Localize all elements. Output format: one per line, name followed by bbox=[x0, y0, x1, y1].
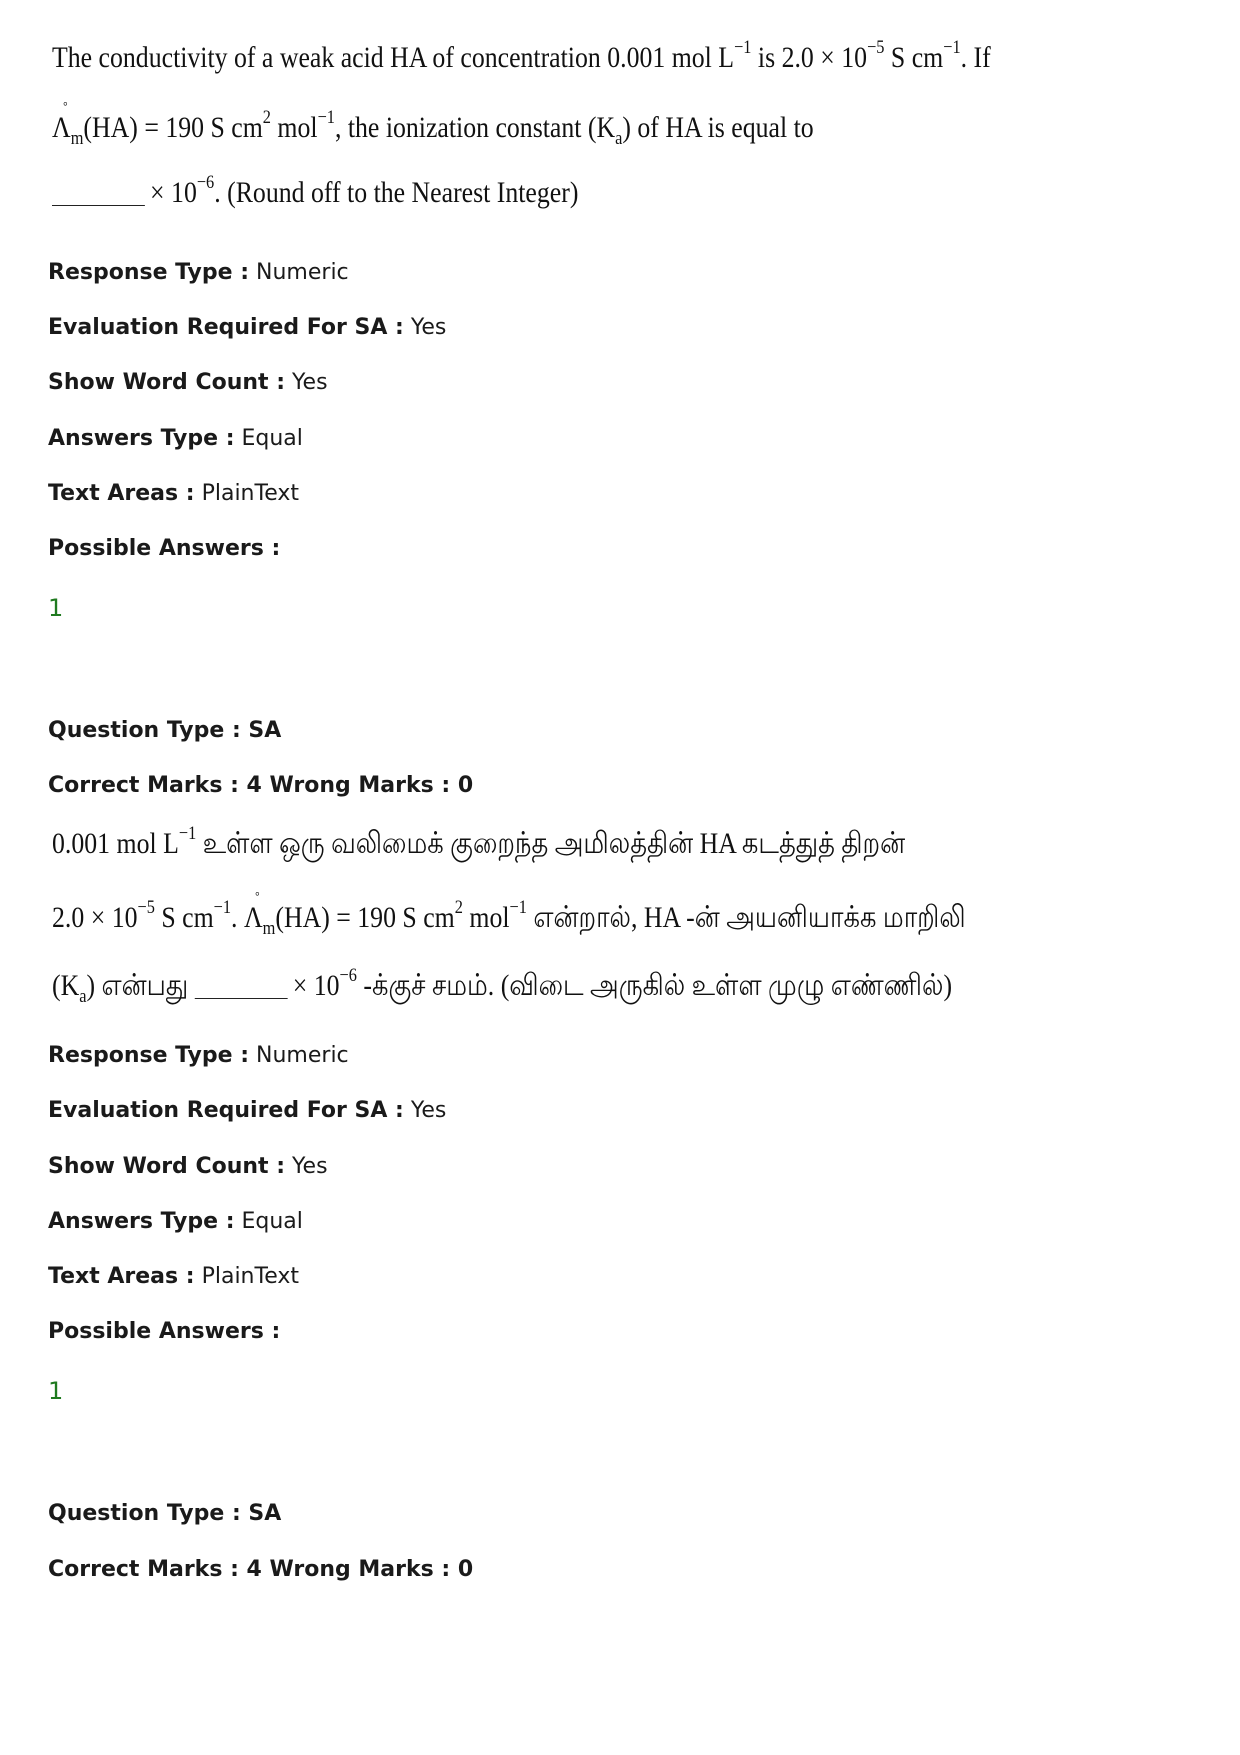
subscript: a bbox=[79, 986, 87, 1007]
superscript: −5 bbox=[867, 37, 885, 58]
superscript: −1 bbox=[213, 897, 232, 918]
text-fragment: (HA) = 190 S cm bbox=[275, 901, 455, 934]
text-fragment: ) என்பது bbox=[86, 969, 195, 1002]
show-word-count bbox=[48, 1154, 328, 1179]
text-fragment: -க்குச் சமம். (விடை அருகில் உள்ள முழு எண்ணில்) bbox=[356, 969, 953, 1002]
question-text-line-2 bbox=[52, 98, 826, 149]
possible-answer-value: 1 bbox=[48, 1377, 64, 1405]
question-type: Question Type : SA bbox=[48, 718, 282, 743]
superscript: −5 bbox=[137, 897, 155, 918]
field-label: Show Word Count : bbox=[48, 370, 286, 395]
degree-mark: ° bbox=[255, 888, 260, 903]
field-label: Evaluation Required For SA : bbox=[48, 315, 404, 340]
response-type bbox=[48, 1043, 349, 1068]
subscript: a bbox=[615, 128, 623, 149]
evaluation-required bbox=[48, 315, 446, 340]
text-fragment: . bbox=[231, 901, 244, 934]
answer-blank bbox=[52, 205, 145, 206]
question-text-line-1 bbox=[52, 37, 991, 76]
possible-answer-value: 1 bbox=[48, 594, 64, 622]
text-fragment: × 10 bbox=[150, 176, 197, 209]
field-label: Response Type : bbox=[48, 1043, 250, 1068]
text-fragment: mol bbox=[270, 111, 318, 144]
field-value: Numeric bbox=[256, 1043, 349, 1068]
field-value: Yes bbox=[410, 315, 447, 340]
superscript: −1 bbox=[178, 823, 197, 844]
field-value: Equal bbox=[241, 1209, 303, 1234]
question-text-line-1 bbox=[52, 823, 906, 862]
superscript: −6 bbox=[339, 965, 357, 986]
field-label: Show Word Count : bbox=[48, 1154, 286, 1179]
superscript: −6 bbox=[196, 172, 215, 193]
possible-answers bbox=[48, 536, 280, 561]
superscript: −1 bbox=[943, 37, 961, 58]
question-type: Question Type : SA bbox=[48, 1501, 282, 1526]
text-fragment: S cm bbox=[884, 41, 944, 74]
text-fragment: S cm bbox=[154, 901, 214, 934]
text-fragment: (HA) = 190 S cm bbox=[83, 111, 263, 144]
subscript: m bbox=[70, 128, 84, 149]
field-label: Answers Type : bbox=[48, 1209, 235, 1234]
lambda-letter: Λ bbox=[243, 901, 263, 934]
text-fragment: . If bbox=[960, 41, 991, 74]
text-fragment: என்றால், HA -ன் அயனியாக்க மாறிலி bbox=[526, 901, 966, 934]
field-value: Yes bbox=[410, 1098, 447, 1123]
superscript: −1 bbox=[734, 37, 752, 58]
text-fragment: is 2.0 × 10 bbox=[751, 41, 868, 74]
field-label: Possible Answers : bbox=[48, 1319, 281, 1344]
field-value: PlainText bbox=[201, 481, 299, 506]
question-text-line-3 bbox=[52, 965, 953, 1007]
field-value: Numeric bbox=[256, 260, 349, 285]
response-type bbox=[48, 260, 349, 285]
text-fragment: , the ionization constant (K bbox=[334, 111, 616, 144]
possible-answers bbox=[48, 1319, 280, 1344]
answers-type bbox=[48, 1209, 303, 1234]
field-label: Text Areas : bbox=[48, 481, 195, 506]
superscript: 2 bbox=[454, 897, 463, 918]
molar-conductivity-symbol bbox=[52, 98, 84, 149]
superscript: −1 bbox=[509, 897, 527, 918]
question-text-line-2 bbox=[52, 888, 966, 939]
text-fragment: 0.001 mol L bbox=[52, 827, 179, 860]
text-fragment: . (Round off to the Nearest Integer) bbox=[214, 176, 579, 209]
field-value: Yes bbox=[292, 1154, 328, 1179]
field-value: Yes bbox=[292, 370, 328, 395]
text-fragment: 2.0 × 10 bbox=[52, 901, 138, 934]
question-text-line-3 bbox=[52, 172, 826, 211]
field-value: PlainText bbox=[201, 1264, 299, 1289]
text-fragment: (K bbox=[52, 969, 80, 1002]
degree-mark: ° bbox=[63, 98, 68, 113]
field-label: Evaluation Required For SA : bbox=[48, 1098, 404, 1123]
text-areas bbox=[48, 481, 299, 506]
text-areas bbox=[48, 1264, 299, 1289]
field-label: Answers Type : bbox=[48, 426, 235, 451]
field-label: Text Areas : bbox=[48, 1264, 195, 1289]
show-word-count bbox=[48, 370, 328, 395]
text-fragment: The conductivity of a weak acid HA of concentration 0.001 mol L bbox=[52, 41, 735, 74]
answer-blank bbox=[195, 998, 288, 999]
subscript: m bbox=[262, 918, 276, 939]
text-fragment: mol bbox=[462, 901, 510, 934]
evaluation-required bbox=[48, 1098, 446, 1123]
field-value: Equal bbox=[241, 426, 303, 451]
text-fragment: ) of HA is equal to bbox=[622, 111, 814, 144]
field-label: Possible Answers : bbox=[48, 536, 281, 561]
field-label: Response Type : bbox=[48, 260, 250, 285]
marks: Correct Marks : 4 Wrong Marks : 0 bbox=[48, 1557, 474, 1582]
superscript: 2 bbox=[262, 107, 271, 128]
molar-conductivity-symbol bbox=[243, 888, 276, 939]
text-fragment: × 10 bbox=[292, 969, 340, 1002]
superscript: −1 bbox=[317, 107, 335, 128]
marks: Correct Marks : 4 Wrong Marks : 0 bbox=[48, 773, 474, 798]
answers-type bbox=[48, 426, 303, 451]
lambda-letter: Λ bbox=[52, 111, 71, 144]
text-fragment: உள்ள ஒரு வலிமைக் குறைந்த அமிலத்தின் HA கடத்துத் திறன் bbox=[196, 827, 906, 860]
